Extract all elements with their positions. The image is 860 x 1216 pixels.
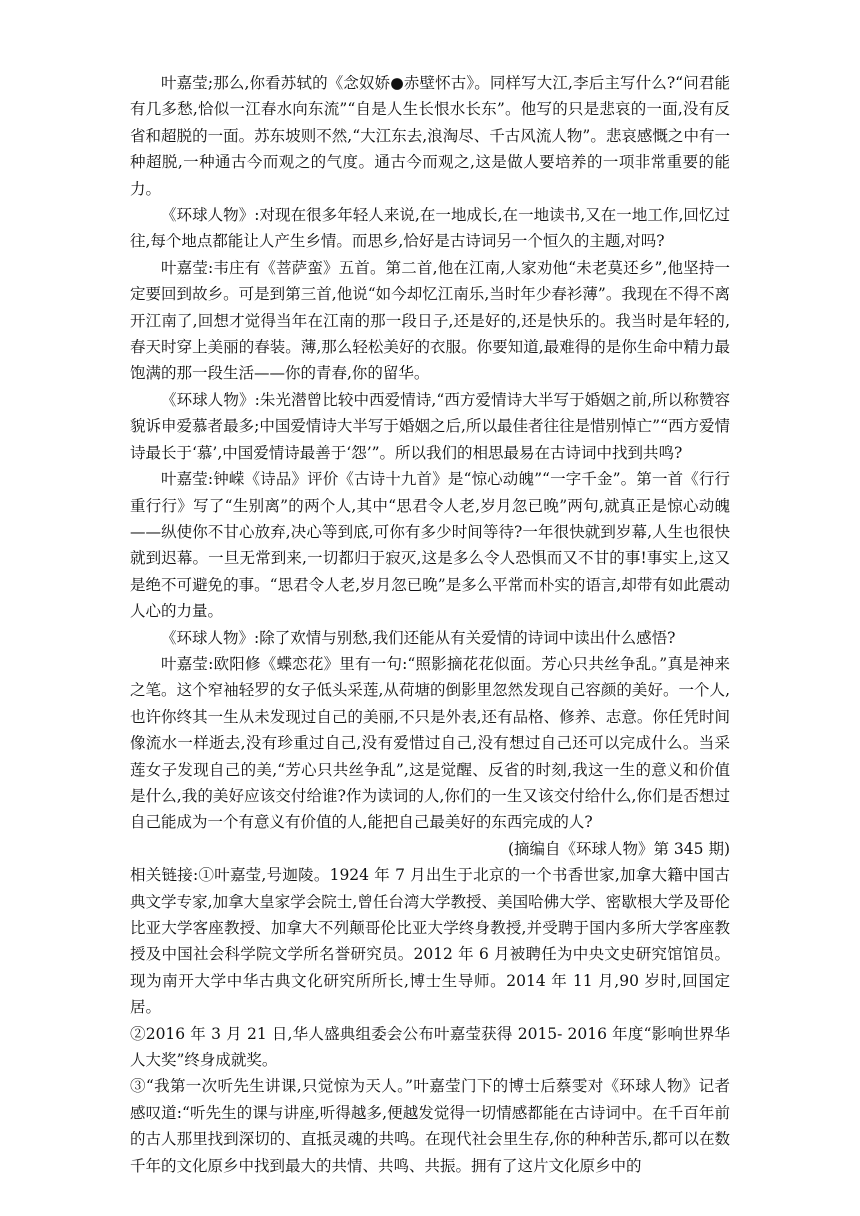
related-link-paragraph: ③“我第一次听先生讲课,只觉惊为天人。”叶嘉莹门下的博士后蔡雯对《环球人物》记者感叹道:“听先生的课与讲座,听得越多,便越发觉得一切情感都能在古诗词中。在千百年前的古人那里找到深切的、直抵灵魂的共鸣。在现代社会里生存,你的种种苦乐,都可以在数千年的文化原乡中找到最大的共情、共鸣、共振。拥有了这片文化原乡中的 xyxy=(130,1077,730,1175)
interview-paragraph: 叶嘉莹:韦庄有《菩萨蛮》五首。第二首,他在江南,人家劝他“未老莫还乡”,他坚持一定要回到故乡。可是到第三首,他说“如今却忆江南乐,当时年少春衫薄”。我现在不得不离开江南了,回想才觉得当年在江南的那一段日子,还是好的,还是快乐的。我当时是年轻的,春天时穿上美丽的春装。薄,那么轻松美好的衣服。你要知道,最难得的是你生命中精力最饱满的那一段生活——你的青春,你的留华。 xyxy=(130,258,730,383)
interview-paragraph: 《环球人物》:除了欢情与别愁,我们还能从有关爱情的诗词中读出什么感悟? xyxy=(161,628,676,647)
interview-paragraph: 叶嘉莹:钟嵘《诗品》评价《古诗十九首》是“惊心动魄”“一字千金”。第一首《行行重行行》写了“生别离”的两个人,其中“思君令人老,岁月忽已晚”两句,就真正是惊心动魄——纵使你不甘心放弃,决心等到底,可你有多少时间等待?一年很快就到岁幕,人生也很快就到迟幕。一旦无常到来,一切都归于寂灭,这是多么令人恐惧而又不甘的事!事实上,这又是绝不可避免的事。“思君令人老,岁月忽已晚”是多么平常而朴实的语言,却带有如此震动人心的力量。 xyxy=(130,470,730,621)
related-link-paragraph: ②2016 年 3 月 21 日,华人盛典组委会公布叶嘉莹获得 2015- 2016 年度“影响世界华人大奖”终身成就奖。 xyxy=(130,1024,730,1070)
source-citation: (摘编自《环球人物》第 345 期) xyxy=(507,839,730,858)
interview-paragraph: 叶嘉莹;那么,你看苏轼的《念奴娇●赤壁怀古》。同样写大江,李后主写什么?“问君能有几多愁,恰似一江春水向东流”“自是人生长恨水长东”。他写的只是悲哀的一面,没有反省和超脱的一面。苏东坡则不然,“大江东去,浪淘尽、千古风流人物”。悲哀感慨之中有一种超脱,一种通古今而观之的气度。通古今而观之,这是做人要培养的一项非常重要的能力。 xyxy=(130,74,730,198)
related-link-paragraph: 相关链接:①叶嘉莹,号迦陵。1924 年 7 月出生于北京的一个书香世家,加拿大籍中国古典文学专家,加拿大皇家学会院士,曾任台湾大学教授、美国哈佛大学、密歇根大学及哥伦比亚大学客座教授、加拿大不列颠哥伦比亚大学终身教授,并受聘于国内多所大学客座教授及中国社会科学院文学所名誉研究员。2012 年 6 月被聘任为中央文史研究馆馆员。现为南开大学中华古典文化研究所所长,博士生导师。2014 年 11 月,90 岁时,回国定居。 xyxy=(130,866,730,1017)
interview-paragraph: 《环球人物》:对现在很多年轻人来说,在一地成长,在一地读书,又在一地工作,回忆过往,每个地点都能让人产生乡情。而思乡,恰好是古诗词另一个恒久的主题,对吗? xyxy=(130,206,730,251)
interview-paragraph: 叶嘉莹:欧阳修《蝶恋花》里有一句:“照影摘花花似面。芳心只共丝争乱。”真是神来之笔。这个窄袖轻罗的女子低头采莲,从荷塘的倒影里忽然发现自己容颜的美好。一个人,也许你终其一生从未发现过自己的美丽,不只是外表,还有品格、修养、志意。你任凭时间像流水一样逝去,没有珍重过自己,没有爱惜过自己,没有想过自己还可以完成什么。当采莲女子发现自己的美,“芳心只共丝争乱”,这是觉醒、反省的时刻,我这一生的意义和价值是什么,我的美好应该交付给谁?作为读词的人,你们的一生又该交付给什么,你们是否想过自己能成为一个有意义有价值的人,能把自己最美好的东西完成的人? xyxy=(130,654,730,832)
interview-paragraph: 《环球人物》:朱光潜曾比较中西爱情诗,“西方爱情诗大半写于婚姻之前,所以称赞容貌诉申爱慕者最多;中国爱情诗大半写于婚姻之后,所以最佳者往往是惜别悼亡”“西方爱情诗最长于‘慕’,中国爱情诗最善于‘怨’”。所以我们的相思最易在古诗词中找到共鸣? xyxy=(130,390,730,462)
